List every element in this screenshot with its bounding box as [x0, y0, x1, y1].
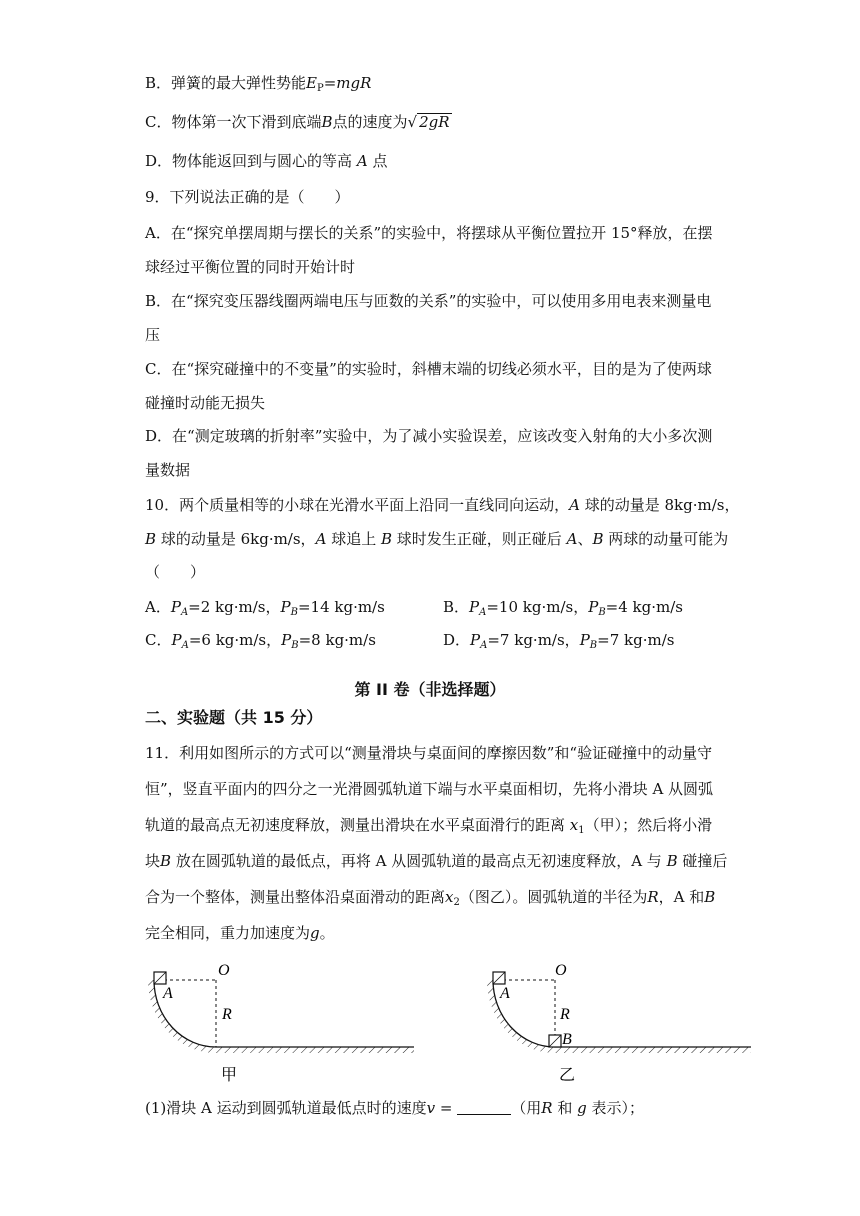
- q11-line2: 恒”，竖直平面内的四分之一光滑圆弧轨道下端与水平桌面相切，先将小滑块 A 从圆弧: [145, 780, 714, 798]
- q11-sub1: (1)滑块 A 运动到圆弧轨道最低点时的速度v = （用R 和 g 表示）；: [145, 1099, 645, 1117]
- ground-hatch-right: [555, 1047, 751, 1053]
- answer-blank[interactable]: [457, 1100, 511, 1115]
- q11-line3: 轨道的最高点无初速度释放，测量出滑块在水平桌面滑行的距离 $x_1$（甲）；然后将小滑: [145, 816, 713, 836]
- q11-figure: [0, 955, 860, 1090]
- q9-option-d-line1: D．在“测定玻璃的折射率”实验中，为了减小实验误差，应该改变入射角的大小多次测: [145, 427, 713, 445]
- q10-line1: 10．两个质量相等的小球在光滑水平面上沿同一直线同向运动，A 球的动量是 8kg·m/s，: [145, 496, 740, 514]
- label-a-right: A: [500, 985, 510, 1002]
- q10-line2: B 球的动量是 6kg·m/s，A 球追上 B 球时发生正碰，则正碰后 A、B 两球的动量可能为: [145, 530, 729, 548]
- q9-option-a-line1: A．在“探究单摆周期与摆长的关系”的实验中，将摆球从平衡位置拉开 15°释放，在摆: [145, 224, 713, 242]
- figure-right: [487, 962, 751, 1084]
- q9-option-c-line1: C．在“探究碰撞中的不变量”的实验时，斜槽末端的切线必须水平，目的是为了使两球: [145, 360, 712, 378]
- arc-hatch-left: [148, 980, 216, 1053]
- q8-option-b: B．弹簧的最大弹性势能$E_P=mgR$: [145, 74, 372, 94]
- q11-line4: 块B 放在圆弧轨道的最低点，再将 A 从圆弧轨道的最高点无初速度释放，A 与 B 碰撞后: [145, 852, 728, 870]
- label-b-right: B: [562, 1031, 572, 1048]
- figure-left: [148, 962, 414, 1084]
- q11-line5: 合为一个整体，测量出整体沿桌面滑动的距离$x_2$（图乙）。圆弧轨道的半径为R，A 和B: [145, 888, 716, 908]
- q9-option-a-line2: 球经过平衡位置的同时开始计时: [145, 258, 356, 276]
- caption-right: 乙: [559, 1067, 576, 1084]
- label-o-right: O: [555, 962, 567, 979]
- q8-option-c: C．物体第一次下滑到底端B点的速度为√ 2gR: [145, 113, 450, 131]
- q10-option-a: A．$P_A=2$ kg·m/s，$P_B=14$ kg·m/s: [145, 598, 385, 618]
- q10-option-d: D．$P_A=7$ kg·m/s，$P_B=7$ kg·m/s: [443, 631, 675, 651]
- label-r-left: R: [222, 1006, 232, 1023]
- q9-option-b-line1: B．在“探究变压器线圈两端电压与匝数的关系”的实验中，可以使用多用电表来测量电: [145, 292, 712, 310]
- q10-option-b: B．$P_A=10$ kg·m/s，$P_B=4$ kg·m/s: [443, 598, 683, 618]
- q9-stem: 9．下列说法正确的是（ ）: [145, 188, 350, 206]
- part2-title: 第 II 卷（非选择题）: [354, 680, 506, 699]
- q10-option-c: C．$P_A=6$ kg·m/s，$P_B=8$ kg·m/s: [145, 631, 376, 651]
- q9-option-b-line2: 压: [145, 326, 161, 344]
- ground-hatch-left: [216, 1047, 414, 1053]
- arc-hatch-right: [487, 980, 555, 1053]
- label-a-left: A: [163, 985, 173, 1002]
- q8-option-d: D．物体能返回到与圆心的等高 A 点: [145, 152, 388, 170]
- caption-left: 甲: [221, 1067, 238, 1084]
- q10-line3: （ ）: [145, 563, 206, 581]
- q9-option-d-line2: 量数据: [145, 461, 191, 479]
- q11-line6: 完全相同，重力加速度为g。: [145, 924, 335, 942]
- section2-heading: 二、实验题（共 15 分）: [145, 708, 323, 727]
- label-o-left: O: [218, 962, 230, 979]
- q9-option-c-line2: 碰撞时动能无损失: [145, 394, 266, 412]
- q11-line1: 11．利用如图所示的方式可以“测量滑块与桌面间的摩擦因数”和“验证碰撞中的动量守: [145, 744, 713, 762]
- label-r-right: R: [560, 1006, 570, 1023]
